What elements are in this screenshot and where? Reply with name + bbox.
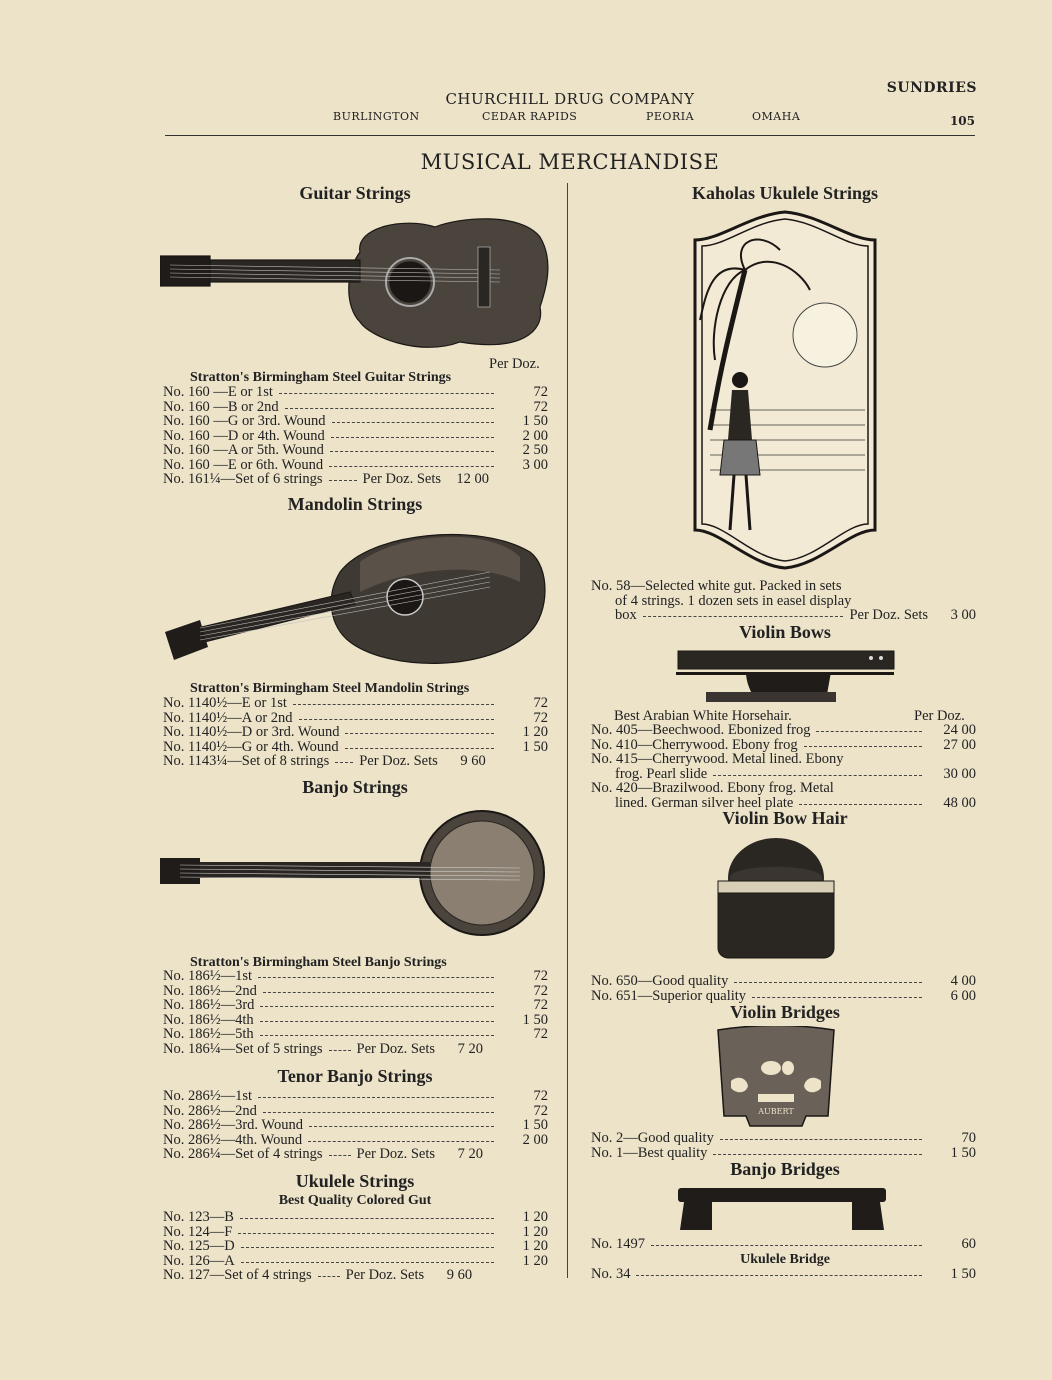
guitar-heading: Guitar Strings: [299, 183, 411, 203]
list-item: No. 124—F 1 20: [163, 1223, 548, 1240]
kaholas-line-1: No. 58—Selected white gut. Packed in sets: [591, 578, 842, 594]
ukulele-heading: Ukulele Strings: [295, 1171, 415, 1191]
list-item: No. 160 —E or 1st 72: [163, 384, 548, 400]
list-item: No. 1140½—G or 4th. Wound 1 50: [163, 738, 548, 755]
column-divider: [567, 183, 568, 1278]
list-item: No. 160 —G or 3rd. Wound 1 50: [163, 413, 548, 429]
violin-bows-per-doz: Per Doz.: [914, 708, 965, 724]
bridge-stamp: AUBERT: [758, 1107, 794, 1116]
page-number: 105: [949, 114, 975, 128]
list-item: No. 186½—3rd 72: [163, 997, 548, 1013]
kaholas-package-illustration: [690, 210, 880, 570]
mandolin-illustration: [160, 522, 550, 677]
list-item: No. 160 —E or 6th. Wound 3 00: [163, 456, 548, 473]
list-item: No. 650—Good quality 4 00: [591, 973, 976, 989]
list-item: No. 186½—5th 72: [163, 1026, 548, 1042]
kaholas-heading: Kaholas Ukulele Strings: [691, 183, 879, 203]
banjo-heading: Banjo Strings: [302, 777, 408, 797]
header-rule: [165, 135, 975, 136]
list-item: No. 286½—4th. Wound 2 00: [163, 1131, 548, 1148]
list-item: No. 1140½—D or 3rd. Wound 1 20: [163, 724, 548, 740]
list-item: No. 160 —D or 4th. Wound 2 00: [163, 427, 548, 444]
list-item: No. 186½—1st 72: [163, 968, 548, 984]
violin-bows-heading: Violin Bows: [739, 622, 831, 642]
ukulele-subheading: Best Quality Colored Gut: [278, 1193, 432, 1208]
violin-bridge-illustration: [716, 1026, 836, 1130]
list-item: No. 286½—2nd 72: [163, 1102, 548, 1119]
violin-bridges-heading: Violin Bridges: [730, 1002, 840, 1022]
list-item: No. 651—Superior quality 6 00: [591, 987, 976, 1004]
list-item: No. 161¼—Set of 6 strings Per Doz. Sets 12 00: [163, 471, 490, 487]
list-item: No. 405—Beechwood. Ebonized frog 24 00: [591, 722, 976, 738]
list-item: No. 123—B 1 20: [163, 1209, 548, 1225]
list-item: No. 286½—3rd. Wound 1 50: [163, 1117, 548, 1133]
banjo-subheading: Stratton's Birmingham Steel Banjo Strings: [190, 955, 447, 970]
list-item: No. 1—Best quality 1 50: [591, 1144, 976, 1161]
list-item: No. 286½—1st 72: [163, 1088, 548, 1104]
city-burlington: BURLINGTON: [333, 110, 420, 123]
list-item: No. 186½—4th 1 50: [163, 1011, 548, 1028]
banjo-bridge-illustration: [676, 1186, 888, 1236]
list-item: No. 286¼—Set of 4 strings Per Doz. Sets 7 20: [163, 1146, 484, 1162]
mandolin-heading: Mandolin Strings: [287, 494, 423, 514]
list-item: No. 1140½—A or 2nd 72: [163, 709, 548, 726]
guitar-subheading: Stratton's Birmingham Steel Guitar Strings: [190, 370, 452, 385]
list-item: No. 125—D 1 20: [163, 1238, 548, 1254]
list-item: No. 1140½—E or 1st 72: [163, 695, 548, 711]
list-item: No. 160 —A or 5th. Wound 2 50: [163, 442, 548, 458]
list-item: No. 1143¼—Set of 8 strings Per Doz. Sets 9 60: [163, 753, 486, 769]
list-item: No. 1497 60: [591, 1236, 976, 1252]
city-omaha: OMAHA: [752, 110, 801, 123]
list-item: No. 186½—2nd 72: [163, 982, 548, 999]
guitar-per-doz: Per Doz.: [489, 356, 540, 372]
banjo-illustration: [160, 810, 550, 950]
violin-bows-subheading: Best Arabian White Horsehair.: [614, 708, 792, 724]
list-item: No. 420—Brazilwood. Ebony frog. Metal: [591, 780, 834, 796]
ukulele-bridge-heading: Ukulele Bridge: [740, 1252, 830, 1267]
violin-bow-illustration: [676, 648, 898, 708]
list-item: No. 410—Cherrywood. Ebony frog 27 00: [591, 736, 976, 753]
list-item: No. 160 —B or 2nd 72: [163, 398, 548, 415]
list-item: lined. German silver heel plate 48 00: [615, 794, 976, 811]
kaholas-line-2: of 4 strings. 1 dozen sets in easel display: [615, 592, 852, 609]
section-label: SUNDRIES: [886, 80, 977, 96]
company-name: CHURCHILL DRUG COMPANY: [445, 90, 695, 108]
list-item: No. 127—Set of 4 strings Per Doz. Sets 9 60: [163, 1267, 473, 1283]
violin-bow-hair-heading: Violin Bow Hair: [722, 808, 848, 828]
tenor-banjo-heading: Tenor Banjo Strings: [277, 1066, 433, 1086]
list-item: No. 186¼—Set of 5 strings Per Doz. Sets 7 20: [163, 1040, 484, 1057]
list-item: frog. Pearl slide 30 00: [615, 765, 976, 782]
list-item: No. 126—A 1 20: [163, 1252, 548, 1269]
list-item: No. 415—Cherrywood. Metal lined. Ebony: [591, 751, 844, 767]
guitar-illustration: [160, 212, 550, 360]
city-cedar-rapids: CEDAR RAPIDS: [482, 110, 578, 123]
page-title: MUSICAL MERCHANDISE: [420, 150, 720, 174]
banjo-bridges-heading: Banjo Bridges: [730, 1159, 840, 1179]
kaholas-line-3: box Per Doz. Sets 3 00: [615, 607, 976, 623]
bow-hair-illustration: [716, 833, 836, 963]
list-item: No. 2—Good quality 70: [591, 1130, 976, 1146]
list-item: No. 34 1 50: [591, 1266, 976, 1282]
mandolin-subheading: Stratton's Birmingham Steel Mandolin Strings: [190, 681, 470, 696]
city-peoria: PEORIA: [646, 110, 695, 123]
